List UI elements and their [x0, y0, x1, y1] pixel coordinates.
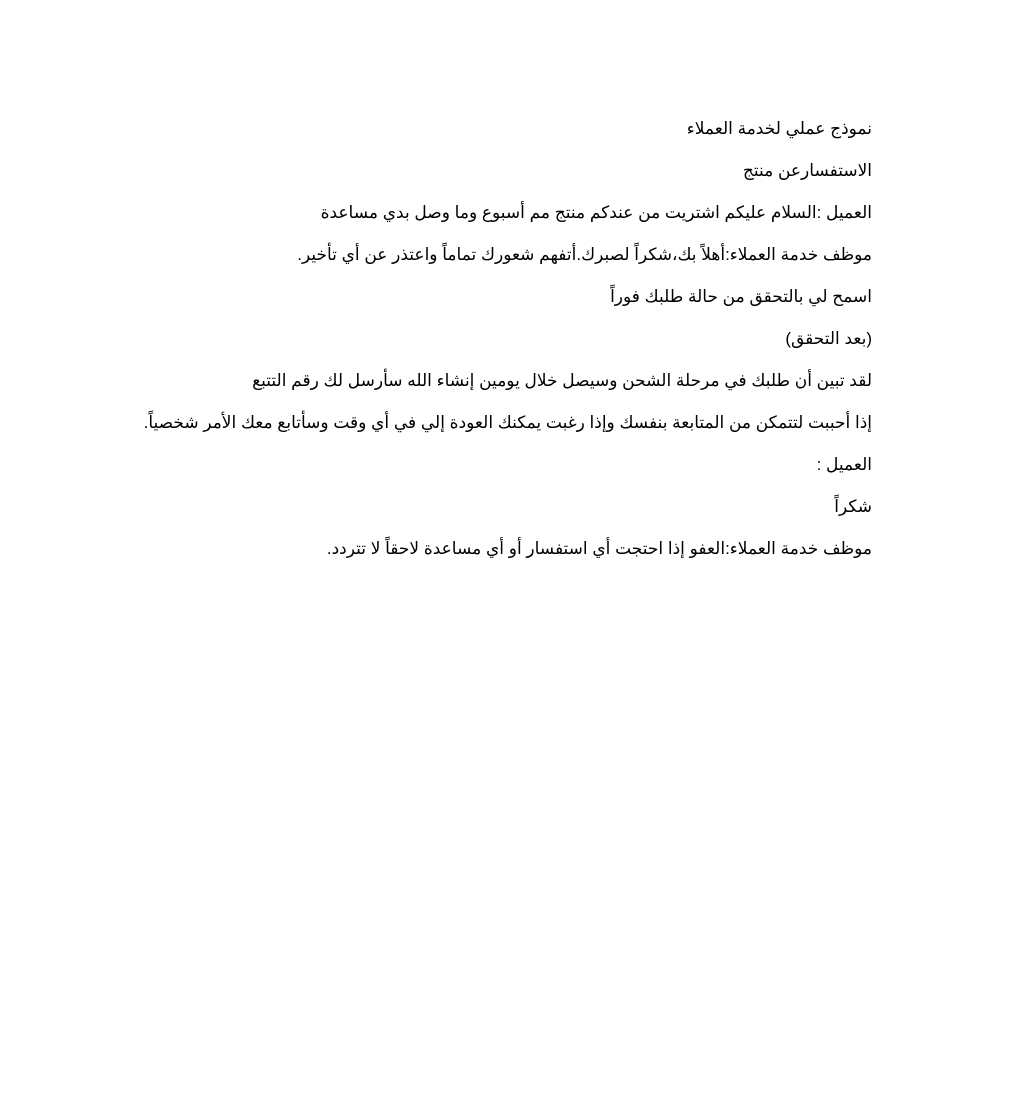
document-subtitle: الاستفسارعن منتج: [742, 161, 872, 180]
customer-label: العميل :: [816, 455, 872, 474]
agent-status-update-continued: إذا أحببت لتتمكن من المتابعة بنفسك وإذا رغبت يمكنك العودة إلي في أي وقت وسأتابع معك الأمر شخصياً.: [143, 413, 872, 432]
agent-reply-continued: اسمح لي بالتحقق من حالة طلبك فوراً: [610, 287, 872, 306]
stage-note: (بعد التحقق): [785, 329, 872, 348]
document-title: نموذج عملي لخدمة العملاء: [686, 119, 872, 138]
agent-status-update: لقد تبين أن طلبك في مرحلة الشحن وسيصل خلال يومين إنشاء الله سأرسل لك رقم التتبع: [252, 371, 872, 390]
agent-reply: موظف خدمة العملاء:أهلاً بك،شكراً لصبرك.أتفهم شعورك تماماً واعتذر عن أي تأخير.: [297, 245, 872, 264]
document-body: [143, 116, 872, 578]
agent-closing: موظف خدمة العملاء:العفو إذا احتجت أي استفسار أو أي مساعدة لاحقاً لا تتردد.: [326, 539, 872, 558]
customer-thanks: شكراً: [834, 497, 872, 516]
customer-message: العميل :السلام عليكم اشتريت من عندكم منتج مم أسبوع وما وصل بدي مساعدة: [320, 203, 872, 222]
